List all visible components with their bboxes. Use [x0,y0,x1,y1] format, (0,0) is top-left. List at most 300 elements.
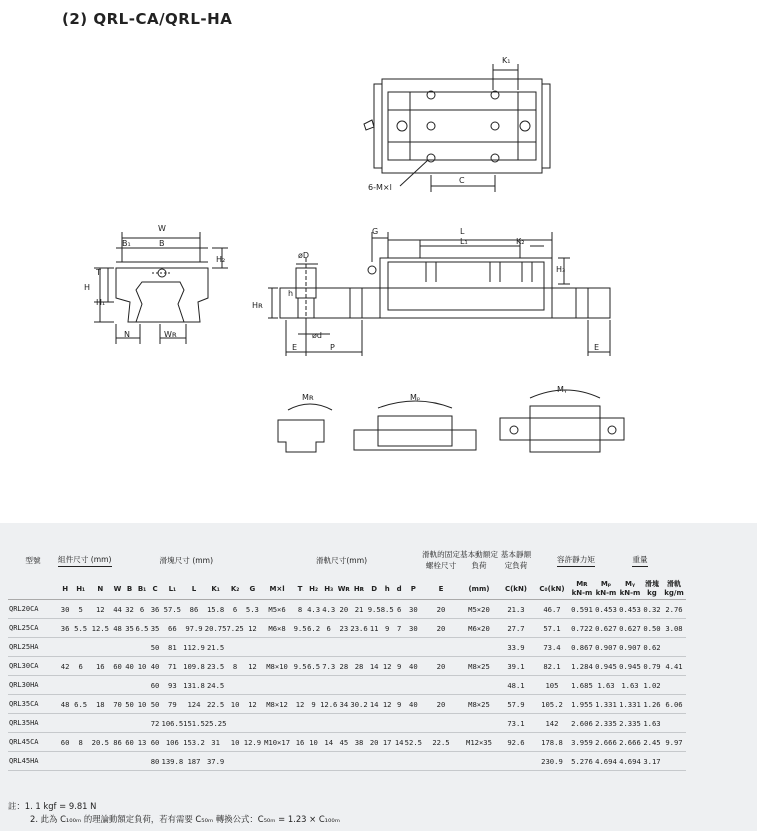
table-cell: 0.907 [618,638,642,657]
table-cell: 25.25 [205,714,227,733]
subheader-cell: Hʀ [350,579,367,600]
subheader-cell [662,579,686,600]
table-cell: 60 [149,676,162,695]
table-cell [320,676,337,695]
label-mp: Mₚ [410,393,421,402]
table-cell: 93 [162,676,184,695]
table-cell: 0.453 [618,600,642,619]
table-row [8,714,686,733]
table-cell: 14 [368,695,381,714]
subheader-cell: H₁ [72,579,89,600]
subheader-cell: G [244,579,261,600]
table-cell [124,676,136,695]
table-cell: 105.2 [534,695,570,714]
label-b1: B₁ [122,239,131,248]
subheader-cell: L₁ [162,579,184,600]
label-od: øD [298,251,310,260]
subheader-cell: C₀(kN) [534,579,570,600]
table-cell: 106 [162,733,184,752]
subheader-cell: B₁ [136,579,149,600]
table-cell [58,714,72,733]
table-cell [662,676,686,695]
subheader-cell: h [381,579,394,600]
label-l: L [460,227,465,236]
table-cell: 13 [136,733,149,752]
table-cell: 8 [293,600,307,619]
subheader-label: Mᵧ [625,580,635,588]
subheader-cell: C [149,579,162,600]
model-cell: QRL45HA [8,752,58,771]
table-cell [460,752,498,771]
table-cell [350,752,367,771]
table-cell: 112.9 [183,638,205,657]
table-cell: 178.8 [534,733,570,752]
table-cell: 1.331 [594,695,618,714]
table-cell: 81 [162,638,184,657]
table-cell [261,638,293,657]
table-cell: 35 [149,619,162,638]
table-cell: 142 [534,714,570,733]
model-cell: QRL25HA [8,638,58,657]
table-cell: 20 [368,733,381,752]
label-hr: Hʀ [252,301,263,310]
table-cell: 28 [350,657,367,676]
table-cell: 70 [112,695,124,714]
subheader-label: Mₚ [600,580,612,588]
label-h1: H₁ [96,298,106,307]
table-cell: 230.9 [534,752,570,771]
table-cell: 10 [307,733,320,752]
table-cell [58,638,72,657]
table-cell [368,752,381,771]
table-cell [422,676,460,695]
table-cell: 9.97 [662,733,686,752]
table-cell: 0.907 [594,638,618,657]
label-mxl: 6-M×l [368,183,392,192]
model-cell: QRL35HA [8,714,58,733]
table-cell [261,752,293,771]
table-cell: 187 [183,752,205,771]
subheader-label: 滑塊 [644,580,659,588]
model-cell: QRL35CA [8,695,58,714]
table-cell: 15.8 [205,600,227,619]
table-cell: 8 [226,657,243,676]
table-cell: 153.2 [183,733,205,752]
table-cell: 22.5 [205,695,227,714]
table-cell [381,676,394,695]
table-cell: 8.5 [381,600,394,619]
subheader-label: 滑軌 [666,580,681,588]
table-cell [293,752,307,771]
subheader-cell: H₂ [307,579,320,600]
table-cell: 1.63 [594,676,618,695]
table-cell: 52.5 [405,733,422,752]
subheader-cell: H₃ [320,579,337,600]
table-cell: 35 [124,619,136,638]
table-cell: 4.3 [307,600,320,619]
table-cell: 23.6 [350,619,367,638]
table-cell: 7.3 [320,657,337,676]
table-cell [320,752,337,771]
table-cell: 79 [162,695,184,714]
table-cell: 9.5 [368,600,381,619]
table-cell: 0.50 [642,619,662,638]
table-cell [662,638,686,657]
table-cell: 60 [149,733,162,752]
table-cell: 0.945 [618,657,642,676]
table-cell: 10 [136,695,149,714]
table-cell: 6.2 [307,619,320,638]
table-cell [662,752,686,771]
table-cell: 6.06 [662,695,686,714]
table-cell: 10 [136,657,149,676]
table-cell [293,676,307,695]
table-cell: M8×25 [460,695,498,714]
moment-icons [278,390,624,452]
table-cell: 0.867 [570,638,594,657]
table-cell: 33.9 [498,638,534,657]
table-cell: 6 [136,600,149,619]
table-cell: 60 [58,733,72,752]
note-2: 2. 此為 C₁₀₀ₘ 的理論動額定負荷，若有需要 C₅₀ₘ 轉換公式：C₅₀ₘ = 1.23 × C₁₀₀ₘ [30,814,340,824]
table-cell [244,638,261,657]
table-cell: 9 [394,695,405,714]
table-cell: 50 [124,695,136,714]
table-cell: 50 [149,695,162,714]
table-cell: 23 [337,619,350,638]
table-cell: 45 [337,733,350,752]
subheader-cell: P [405,579,422,600]
table-cell [58,676,72,695]
table-cell: 18 [89,695,111,714]
table-cell: 4.41 [662,657,686,676]
table-cell: 151.5 [183,714,205,733]
subheader-cell: N [89,579,111,600]
table-cell: M6×8 [261,619,293,638]
table-cell: 40 [405,695,422,714]
table-cell: 28 [337,657,350,676]
table-cell: 105 [534,676,570,695]
table-cell [244,752,261,771]
table-cell: 21.5 [205,638,227,657]
table-cell [405,714,422,733]
table-cell: 80 [149,752,162,771]
table-cell: M12×35 [460,733,498,752]
label-k1: K₁ [502,56,511,65]
label-k2: K₂ [516,237,525,246]
table-cell: 30 [58,600,72,619]
table-cell: 5 [72,600,89,619]
table-cell [112,714,124,733]
table-cell: 6 [394,600,405,619]
table-cell [136,714,149,733]
table-cell: 2.335 [594,714,618,733]
table-cell: 2.666 [618,733,642,752]
table-cell: 21 [350,600,367,619]
table-cell [337,752,350,771]
table-cell [226,714,243,733]
note-1: 註：1. 1 kgf = 9.81 N [8,801,97,811]
model-cell: QRL45CA [8,733,58,752]
table-cell [350,638,367,657]
subheader-cell: (mm) [460,579,498,600]
table-cell: 48 [58,695,72,714]
table-cell [307,714,320,733]
label-w: W [158,224,166,233]
table-cell: 1.955 [570,695,594,714]
table-cell: 2.45 [642,733,662,752]
table-cell: 50 [149,638,162,657]
table-cell: 20 [422,600,460,619]
table-cell [405,752,422,771]
table-cell: 57.1 [534,619,570,638]
table-cell: 4.694 [594,752,618,771]
table-cell: 20.5 [89,733,111,752]
table-row [8,695,686,714]
table-cell [320,638,337,657]
table-cell: 9 [394,657,405,676]
header-stat: 基本靜額定負荷 [500,550,532,570]
table-cell: 42 [58,657,72,676]
subheader-cell: L [183,579,205,600]
table-cell: 12 [293,695,307,714]
subheader-cell: T [293,579,307,600]
label-l1: L₁ [460,237,468,246]
table-cell [261,676,293,695]
table-cell: 0.591 [570,600,594,619]
table-cell: 97.9 [183,619,205,638]
model-cell: QRL25CA [8,619,58,638]
subheader-cell [618,579,642,600]
table-cell [307,638,320,657]
table-cell: 124 [183,695,205,714]
table-cell: 14 [320,733,337,752]
table-cell [498,752,534,771]
table-cell [337,638,350,657]
table-row [8,619,686,638]
table-cell: M10×17 [261,733,293,752]
subheader-cell: B [124,579,136,600]
table-cell: 6 [72,657,89,676]
model-cell: QRL20CA [8,600,58,619]
table-cell [72,638,89,657]
table-cell [244,676,261,695]
table-cell: 11 [368,619,381,638]
table-cell [72,676,89,695]
table-cell: M5×6 [261,600,293,619]
table-cell: 3.959 [570,733,594,752]
subheader-cell: K₁ [205,579,227,600]
table-cell: 44 [112,600,124,619]
table-cell: 21.3 [498,600,534,619]
table-cell: 23.5 [205,657,227,676]
spec-table [8,541,686,771]
table-cell: 10 [226,733,243,752]
table-cell [368,676,381,695]
subheader-cell: d [394,579,405,600]
table-cell: 30 [405,619,422,638]
table-cell [320,714,337,733]
table-cell [307,752,320,771]
table-cell: 0.722 [570,619,594,638]
table-cell: 7 [394,619,405,638]
label-e2: E [594,343,600,352]
table-cell: 16 [293,733,307,752]
table-cell: 40 [149,657,162,676]
table-cell [394,676,405,695]
table-cell: 92.6 [498,733,534,752]
table-cell: 72 [149,714,162,733]
table-cell [381,638,394,657]
table-cell: 0.945 [594,657,618,676]
label-g: G [372,227,379,236]
label-p: P [330,343,335,352]
table-row [8,752,686,771]
table-cell: 48 [112,619,124,638]
header-model: 型號 [25,555,41,565]
table-row [8,676,686,695]
subheader-unit: kN-m [595,589,617,597]
table-cell [58,752,72,771]
table-cell: 20 [422,657,460,676]
table-cell: 5.276 [570,752,594,771]
table-cell: 48.1 [498,676,534,695]
table-cell: 16 [89,657,111,676]
table-cell: 17 [381,733,394,752]
table-cell: 10 [226,695,243,714]
table-cell: 73.4 [534,638,570,657]
table-cell [368,714,381,733]
table-cell: 139.8 [162,752,184,771]
table-cell: 46.7 [534,600,570,619]
table-cell: 6.5 [136,619,149,638]
table-cell: 12 [244,657,261,676]
table-cell [136,638,149,657]
table-cell: M8×12 [261,695,293,714]
table-cell: 106.5 [162,714,184,733]
table-cell: 12 [244,695,261,714]
table-cell: M8×25 [460,657,498,676]
table-cell [350,714,367,733]
table-cell: 40 [124,657,136,676]
subheader-cell: W [112,579,124,600]
table-cell [136,676,149,695]
table-cell [368,638,381,657]
subheader-label: Mʀ [576,580,588,588]
table-cell [381,714,394,733]
label-h: H [84,283,91,292]
table-cell [226,752,243,771]
table-cell: 2.76 [662,600,686,619]
table-cell: 1.284 [570,657,594,676]
table-row [8,733,686,752]
table-cell: 57.9 [498,695,534,714]
table-cell [89,752,111,771]
table-cell [124,752,136,771]
table-cell [293,714,307,733]
table-cell [405,676,422,695]
table-cell: 0.453 [594,600,618,619]
table-cell: 2.606 [570,714,594,733]
subheader-cell: Wʀ [337,579,350,600]
table-cell: 2.666 [594,733,618,752]
table-cell: 12 [381,657,394,676]
subheader-unit: kN-m [619,589,641,597]
table-cell: 6.5 [72,695,89,714]
header-rail: 滑軌尺寸(mm) [315,555,368,565]
subheader-cell: E [422,579,460,600]
model-cell: QRL30CA [8,657,58,676]
table-cell [72,714,89,733]
table-cell [136,752,149,771]
end-view [94,232,228,344]
table-cell: 1.331 [618,695,642,714]
table-cell: 1.685 [570,676,594,695]
table-cell: 6.5 [307,657,320,676]
table-cell: 12.9 [244,733,261,752]
table-cell [394,638,405,657]
table-cell: 82.1 [534,657,570,676]
table-cell: 66 [162,619,184,638]
label-wr: Wʀ [164,330,177,339]
table-cell [460,714,498,733]
table-cell: 20.75 [205,619,227,638]
table-cell: 0.79 [642,657,662,676]
table-cell [124,714,136,733]
table-cell [381,752,394,771]
table-cell: 6 [226,600,243,619]
subheader-cell: M×l [261,579,293,600]
table-cell [89,676,111,695]
table-cell: 86 [112,733,124,752]
label-n: N [124,330,130,339]
table-cell: 57.5 [162,600,184,619]
table-cell [261,714,293,733]
label-h2: H₂ [216,255,226,264]
table-cell [422,638,460,657]
table-cell: 27.7 [498,619,534,638]
table-cell: 71 [162,657,184,676]
table-cell: 131.8 [183,676,205,695]
notes [8,800,340,826]
table-cell [422,752,460,771]
table-cell [293,638,307,657]
table-cell: 20 [337,600,350,619]
spec-table-panel [0,523,757,831]
table-cell: 32 [124,600,136,619]
table-row [8,657,686,676]
table-cell: 4.694 [618,752,642,771]
table-cell: M8×10 [261,657,293,676]
header-weight: 重量 [632,554,647,567]
label-my: Mᵧ [557,385,567,394]
table-cell: 86 [183,600,205,619]
table-cell: 9 [381,619,394,638]
table-cell: 12 [381,695,394,714]
table-cell: 39.1 [498,657,534,676]
table-cell [350,676,367,695]
top-view [364,64,550,192]
header-moment: 容許靜力矩 [557,554,595,567]
table-cell: 9 [307,695,320,714]
subheader-unit: kg [647,589,657,597]
table-cell: 14 [368,657,381,676]
label-c: C [459,176,465,185]
table-cell: 36 [149,600,162,619]
header-assembly: 組件尺寸 (mm) [58,554,112,567]
table-cell: 2.335 [618,714,642,733]
table-cell [112,752,124,771]
